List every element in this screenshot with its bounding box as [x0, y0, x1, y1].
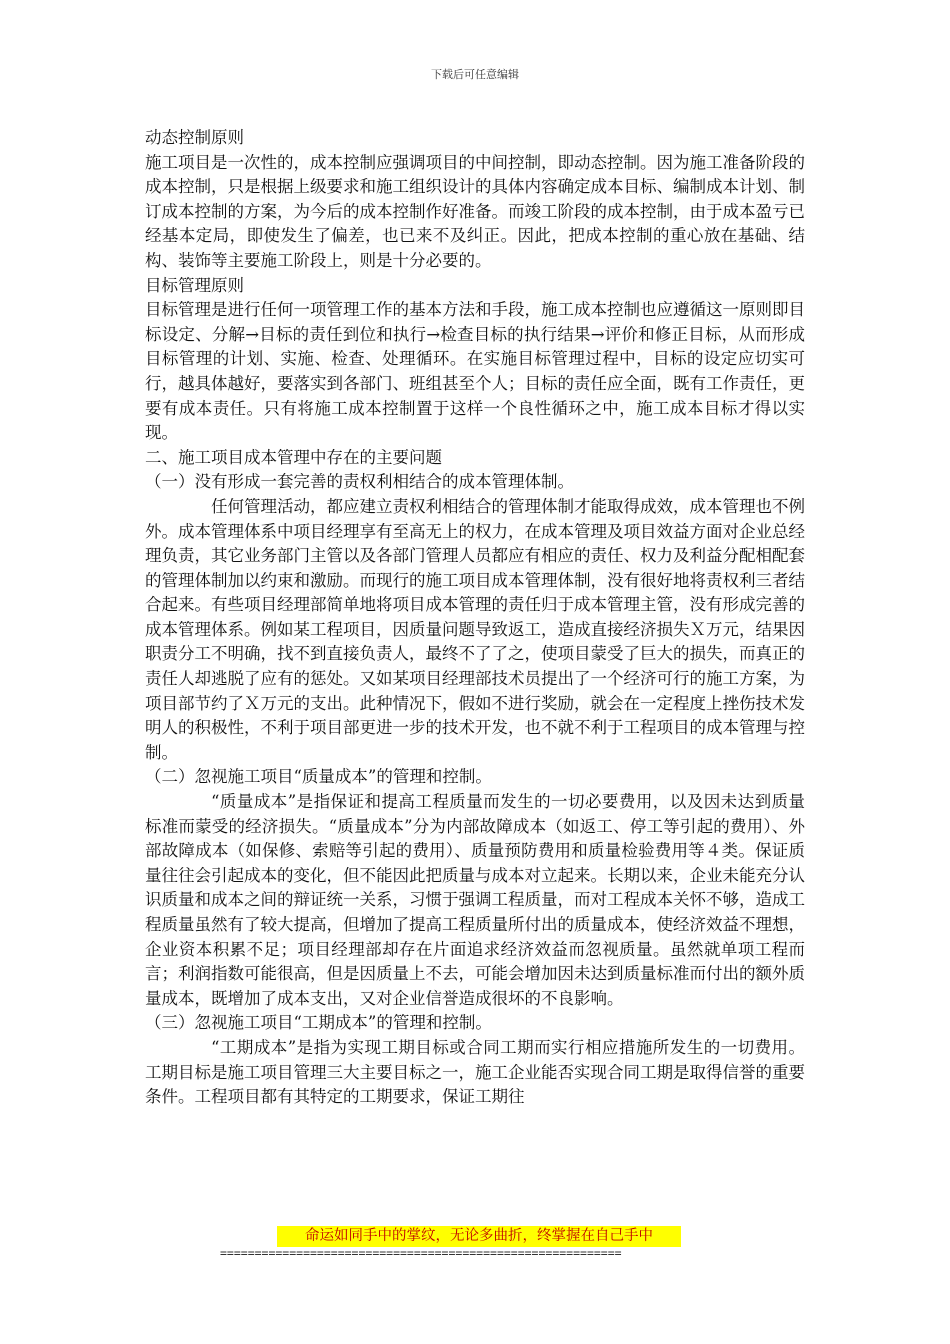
body-paragraph: 施工项目是一次性的，成本控制应强调项目的中间控制，即动态控制。因为施工准备阶段的成本控制，只是根据上级要求和施工组织设计的具体内容确定成本目标、编制成本计划、制订成本控制的方案，为今后的成本控制作好准备。而竣工阶段的成本控制，由于成本盈亏已经基本定局，即使发生了偏差，也已来不及纠正。因此，把成本控制的重心放在基础、结构、装饰等主要施工阶段上，则是十分必要的。	[145, 152, 805, 270]
body-paragraph: “质量成本”是指保证和提高工程质量而发生的一切必要费用，以及因未达到质量标准而蒙受的经济损失。“质量成本”分为内部故障成本（如返工、停工等引起的费用）、外部故障成本（如保修、索赔等引起的费用）、质量预防费用和质量检验费用等４类。保证质量往往会引起成本的变化，但不能因此把质量与成本对立起来。长期以来，企业未能充分认识质量和成本之间的辩证统一关系，习惯于强调工程质量，而对工程成本关怀不够，造成工程质量虽然有了较大提高，但增加了提高工程质量所付出的质量成本，使经济效益不理想，企业资本积累不足；项目经理部却存在片面追求经济效益而忽视质量。虽然就单项工程而言；利润指数可能很高，但是因质量上不去，可能会增加因未达到质量标准而付出的额外质量成本，既增加了成本支出，又对企业信誉造成很坏的不良影响。	[145, 792, 805, 1008]
subsection-heading-2: （二）忽视施工项目“质量成本”的管理和控制。	[145, 767, 492, 787]
footer-banner: 命运如同手中的掌纹，无论多曲折，终掌握在自己手中	[277, 1226, 681, 1247]
body-paragraph: 任何管理活动，都应建立责权利相结合的管理体制才能取得成效，成本管理也不例外。成本管理体系中项目经理享有至高无上的权力，在成本管理及项目效益方面对企业总经理负责，其它业务部门主管以及各部门管理人员都应有相应的责任、权力及利益分配相配套的管理体制加以约束和激励。而现行的施工项目成本管理体制，没有很好地将责权利三者结合起来。有些项目经理部简单地将项目成本管理的责任归于成本管理主管，没有形成完善的成本管理体系。例如某工程项目，因质量问题导致返工，造成直接经济损失Ｘ万元，结果因职责分工不明确，找不到直接负责人，最终不了了之，使项目蒙受了巨大的损失，而真正的责任人却逃脱了应有的惩处。又如某项目经理部技术员提出了一个经济可行的施工方案，为项目部节约了Ｘ万元的支出。此种情况下，假如不进行奖励，就会在一定程度上挫伤技术发明人的积极性，不利于项目部更进一步的技术开发，也不就不利于工程项目的成本管理与控制。	[145, 496, 805, 762]
body-paragraph: 目标管理是进行任何一项管理工作的基本方法和手段，施工成本控制也应遵循这一原则即目标设定、分解→目标的责任到位和执行→检查目标的执行结果→评价和修正目标，从而形成目标管理的计划、实施、检查、处理循环。在实施目标管理过程中，目标的设定应切实可行，越具体越好，要落实到各部门、班组甚至个人；目标的责任应全面，既有工作责任，更要有成本责任。只有将施工成本控制置于这样一个良性循环之中，施工成本目标才得以实现。	[145, 300, 805, 443]
section-heading-target-management: 目标管理原则	[145, 275, 244, 295]
section-heading-dynamic-control: 动态控制原则	[145, 128, 244, 147]
footer-divider: ==========================================================	[220, 1246, 622, 1260]
document-body	[145, 126, 805, 1110]
subsection-heading-1: （一）没有形成一套完善的责权利相结合的成本管理体制。	[145, 472, 574, 492]
section-heading-main-problems: 二、施工项目成本管理中存在的主要问题	[145, 447, 442, 467]
subsection-heading-3: （三）忽视施工项目“工期成本”的管理和控制。	[145, 1013, 492, 1033]
page-header-note: 下载后可任意编辑	[431, 68, 519, 81]
body-paragraph: “工期成本”是指为实现工期目标或合同工期而实行相应措施所发生的一切费用。工期目标是施工项目管理三大主要目标之一，施工企业能否实现合同工期是取得信誉的重要条件。工程项目都有其特定的工期要求，保证工期往	[145, 1037, 805, 1107]
